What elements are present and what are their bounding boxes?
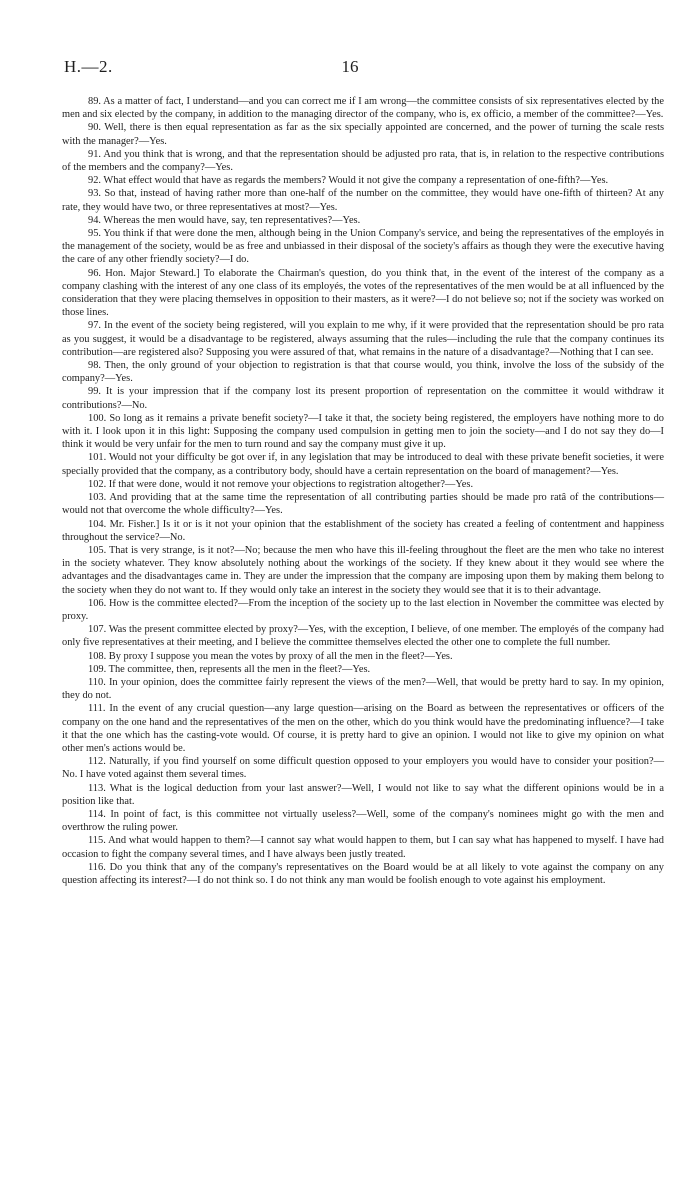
paragraph-q107: 107. Was the present committee elected by proxy?—Yes, with the exception, I believe, of one member. The employés of the company had only five representatives at their meeting, and I believe the committee themselves elected the other one to complete the full number.: [62, 624, 664, 649]
paragraph-q96: 96. Hon. Major Steward.] To elaborate the Chairman's question, do you think that, in the event of the interest of the company as a company clashing with the interest of any one class of its employés, the votes of the representatives of the men would be at all influenced by the consideration that they were placing themselves in opposition to their masters, as it were?—I do not believe so; not if the society was worked on those lines.: [62, 267, 664, 319]
paragraph-q91: 91. And you think that is wrong, and that the representation should be adjusted pro rata, that is, in relation to the respective contributions of the members and the company?—Yes.: [62, 148, 664, 174]
paragraph-q102: 102. If that were done, would it not remove your objections to registration altogether?—Yes.: [88, 478, 474, 490]
paragraph-q111: 111. In the event of any crucial question—any large question—arising on the Board as between the representatives or officers of the company on the one hand and the representatives of the men on the other, which do you think would have the predominating influence?—I take it that the one which has the casting-vote would. Of course, it is pretty hard to give an opinion. I would not like to give my opinion on what other men's actions would be.: [62, 703, 664, 754]
paragraph-q101: 101. Would not your difficulty be got over if, in any legislation that may be introduced to deal with these private benefit societies, it were specially provided that the company, as a contributory body, should have a certain representation on the board of management?—Yes.: [62, 452, 664, 477]
paragraph-q108: 108. By proxy I suppose you mean the votes by proxy of all the men in the fleet?—Yes.: [88, 650, 453, 662]
paragraph-q99: 99. It is your impression that if the company lost its present proportion of representation on the committee it would withdraw it contributions?—No.: [62, 386, 664, 411]
paragraph-q115: 115. And what would happen to them?—I cannot say what would happen to them, but I can say what has happened to myself. I have had occasion to fight the company several times, and I have always been justly treated.: [62, 835, 664, 860]
paragraph-q114: 114. In point of fact, is this committee not virtually useless?—Well, some of the company's nominees might go with the men and overthrow the ruling power.: [62, 808, 664, 834]
paragraph-q92: 92. What effect would that have as regards the members? Would it not give the company a representation of one-fifth?—Yes.: [88, 175, 609, 187]
paragraph-q89: 89. As a matter of fact, I understand—and you can correct me if I am wrong—the committee consists of six representatives elected by the men and six elected by the company, in addition to the managing director of the company, who is, ex officio, a member of the committee?—Yes.: [62, 96, 664, 121]
paragraph-q116: 116. Do you think that any of the company's representatives on the Board would be at all likely to vote against the company on any question affecting its interest?—I do not think so. I do not think any man would be foolish enough to vote against his employment.: [62, 861, 664, 886]
paragraph-q105: 105. That is very strange, is it not?—No; because the men who have this ill-feeling throughout the fleet are the men who take no interest in the society whatever. They know absolutely nothing about the workings of the society. If they knew about it they would see where the advantages and the disadvantages came in. They are under the impression that the company are imposing upon them by making them belong to the society when they do not want to. If they would only take an interest in the society they would see that it is to their advantage.: [62, 544, 664, 596]
paragraph-q98: 98. Then, the only ground of your objection to registration is that that course would, you think, involve the loss of the subsidy of the company?—Yes.: [62, 360, 664, 385]
paragraph-q112: 112. Naturally, if you find yourself on some difficult question opposed to your employers you would have to consider your position?—No. I have voted against them several times.: [62, 756, 664, 781]
paragraph-q94: 94. Whereas the men would have, say, ten representatives?—Yes.: [88, 214, 361, 226]
paragraph-q103: 103. And providing that at the same time the representation of all contributing parties should be made pro ratâ of the contributions—would not that overcome the whole difficulty?—Yes.: [62, 492, 664, 517]
document-reference: H.—2.: [64, 57, 113, 76]
paragraph-q110: 110. In your opinion, does the committee fairly represent the views of the men?—Well, that would be pretty hard to say. In my opinion, they do not.: [62, 676, 664, 702]
page-number: 16: [341, 57, 359, 76]
paragraph-q95: 95. You think if that were done the men, although being in the Union Company's service, and being the representatives of the employés in the management of the society, would be as free and unbiassed in their disposal of the society's affairs as though they were the executive having the care of any other friendly society?—I do.: [62, 228, 664, 266]
paragraph-q109: 109. The committee, then, represents all the men in the fleet?—Yes.: [88, 663, 371, 675]
paragraph-q104: 104. Mr. Fisher.] Is it or is it not your opinion that the establishment of the society has created a feeling of contentment and happiness throughout the service?—No.: [62, 518, 664, 543]
paragraph-q113: 113. What is the logical deduction from your last answer?—Well, I would not like to say what the different opinions would be in a position like that.: [62, 782, 664, 807]
evidence-transcript: [62, 95, 664, 887]
paragraph-q106: 106. How is the committee elected?—From the inception of the society up to the last election in November the committee was elected by proxy.: [62, 597, 664, 622]
paragraph-q100: 100. So long as it remains a private benefit society?—I take it that, the society being registered, the employers have nothing more to do with it. I look upon it in this light: Supposing the company used compulsion in getting men to join the society—and I do not say they do—I think it would be very unfair for the men to turn round and say the company must give it up.: [62, 412, 664, 451]
paragraph-q90: 90. Well, there is then equal representation as far as the six specially appointed are concerned, and the power of turning the scale rests with the manager?—Yes.: [62, 122, 664, 147]
paragraph-q97: 97. In the event of the society being registered, will you explain to me why, if it were provided that the representation should be pro rata as you suggest, it would be a disadvantage to be registered, always assuming that the rules—including the rule that the company continues its contribution—are registered also? Supposing you were assured of that, what remains in the nature of a disadvantage?—Nothing that I can see.: [62, 320, 664, 358]
paragraph-q93: 93. So that, instead of having rather more than one-half of the number on the committee, they would have one-fifth of thirteen? At any rate, they would have two, or three representatives at most?—Yes.: [62, 188, 664, 213]
